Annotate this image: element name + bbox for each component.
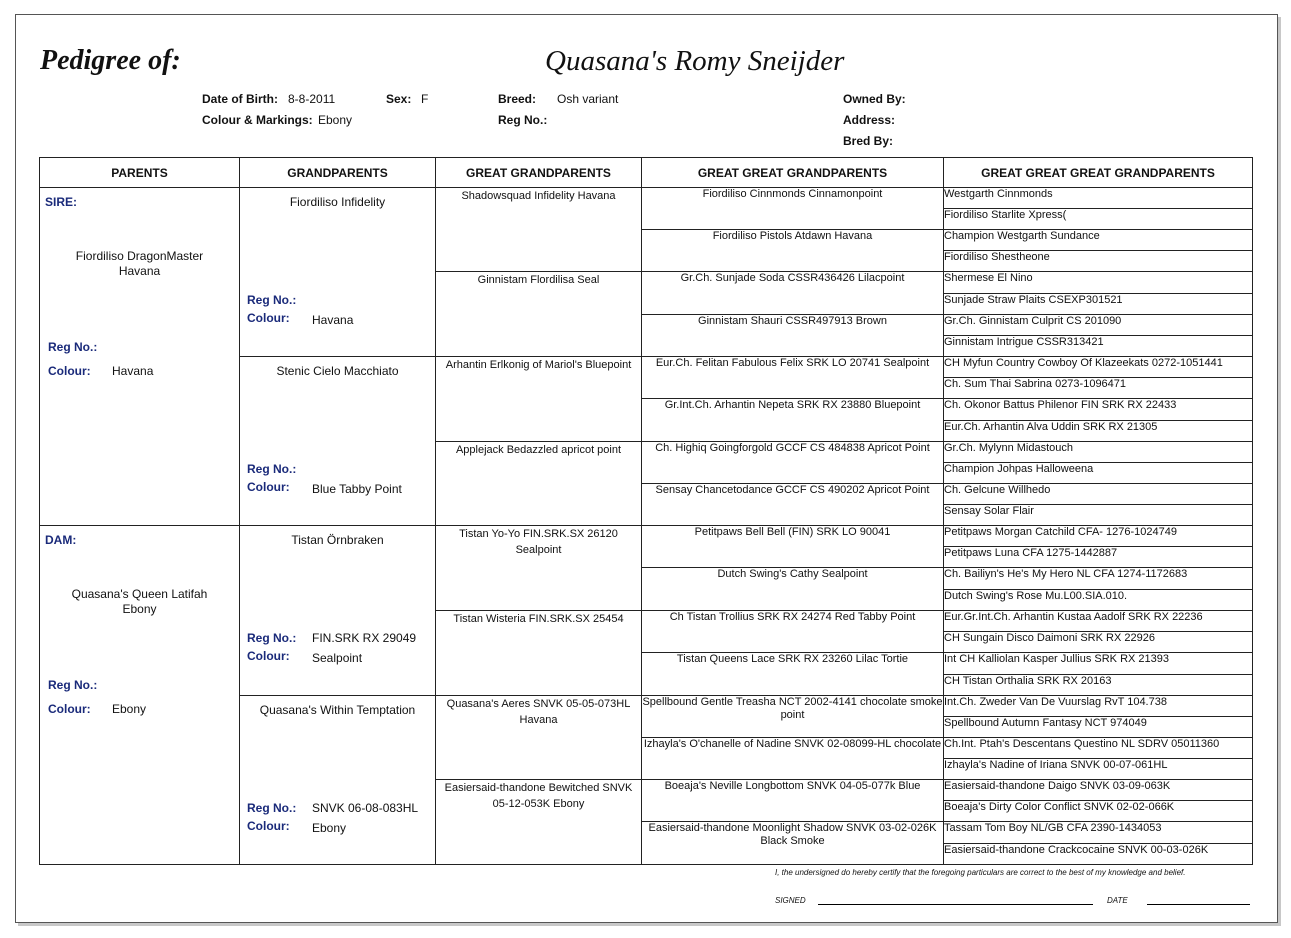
grandparent-block	[240, 357, 435, 525]
bred-by-label: Bred By:	[843, 134, 894, 148]
col-header-great-grandparents: GREAT GRANDPARENTS	[436, 158, 642, 188]
col-header-grandparents: GRANDPARENTS	[240, 158, 436, 188]
great-grandparent-cell: Quasana's Aeres SNVK 05-05-073HL Havana	[436, 695, 642, 779]
ggg-grandparent-cell: Boeaja's Dirty Color Conflict SNVK 02-02-066K	[944, 801, 1253, 822]
gg-grandparent-cell: Gr.Ch. Sunjade Soda CSSR436426 Lilacpoint	[642, 272, 944, 314]
ggg-grandparent-cell: Champion Johpas Halloweena	[944, 462, 1253, 483]
gg-grandparent-cell: Eur.Ch. Felitan Fabulous Felix SRK LO 20741 Sealpoint	[642, 357, 944, 399]
grandparent-reg-label: Reg No.:	[247, 631, 297, 646]
gg-grandparent-cell: Easiersaid-thandone Moonlight Shadow SNVK 03-02-026K Black Smoke	[642, 822, 944, 865]
gg-grandparent-cell: Fiordiliso Cinnmonds Cinnamonpoint	[642, 188, 944, 230]
ggg-grandparent-cell: Fiordiliso Shestheone	[944, 251, 1253, 272]
gg-grandparent-cell: Ch. Highiq Goingforgold GCCF CS 484838 Apricot Point	[642, 441, 944, 483]
great-grandparent-cell: Arhantin Erlkonig of Mariol's Bluepoint	[436, 357, 642, 441]
ggg-grandparent-cell: Ch. Sum Thai Sabrina 0273-1096471	[944, 378, 1253, 399]
address-label: Address:	[843, 113, 896, 127]
dam-name: Quasana's Queen Latifah Ebony	[71, 587, 208, 617]
ggg-grandparent-cell: Petitpaws Luna CFA 1275-1442887	[944, 547, 1253, 568]
ggg-grandparent-cell: Ch. Gelcune Willhedo	[944, 483, 1253, 504]
sire-colour-value: Havana	[112, 364, 154, 378]
date-line	[1147, 904, 1250, 905]
col-header-parents: PARENTS	[40, 158, 240, 188]
great-grandparent-cell: Tistan Wisteria FIN.SRK.SX 25454	[436, 610, 642, 695]
sire-colour-label: Colour:	[48, 364, 91, 378]
sex-value: F	[421, 92, 429, 106]
ggg-grandparent-cell: Easiersaid-thandone Crackcocaine SNVK 00-03-026K	[944, 843, 1253, 864]
sire-reg-label: Reg No.:	[48, 340, 98, 354]
signed-label: SIGNED	[775, 896, 806, 905]
reg-no-label: Reg No.:	[498, 113, 548, 127]
dam-cell	[40, 526, 240, 865]
grandparent-block	[240, 696, 435, 864]
grandparent-colour-label: Colour:	[247, 311, 290, 325]
dob-value: 8-8-2011	[288, 92, 336, 106]
sex-label: Sex:	[386, 92, 412, 106]
pedigree-row	[40, 188, 1253, 209]
ggg-grandparent-cell: Ch. Bailiyn's He's My Hero NL CFA 1274-1172683	[944, 568, 1253, 589]
ggg-grandparent-cell: Ginnistam Intrigue CSSR313421	[944, 336, 1253, 357]
ggg-grandparent-cell: Eur.Ch. Arhantin Alva Uddin SRK RX 21305	[944, 420, 1253, 441]
grandparent-reg-value: FIN.SRK RX 29049	[312, 631, 417, 646]
grandparent-colour-value: Ebony	[312, 820, 347, 835]
grandparent-cell	[240, 526, 436, 695]
grandparent-name: Tistan Örnbraken	[291, 533, 384, 548]
gg-grandparent-cell: Ginnistam Shauri CSSR497913 Brown	[642, 314, 944, 356]
grandparent-name: Fiordiliso Infidelity	[289, 195, 386, 209]
ggg-grandparent-cell: Gr.Ch. Mylynn Midastouch	[944, 441, 1253, 462]
gg-grandparent-cell: Petitpaws Bell Bell (FIN) SRK LO 90041	[642, 526, 944, 568]
pedigree-row	[40, 526, 1253, 547]
dam-block	[40, 526, 239, 862]
grandparent-colour-value: Blue Tabby Point	[312, 482, 402, 497]
dam-colour-label: Colour:	[48, 702, 91, 717]
ggg-grandparent-cell: Spellbound Autumn Fantasy NCT 974049	[944, 716, 1253, 737]
gg-grandparent-cell: Spellbound Gentle Treasha NCT 2002-4141 chocolate smoke point	[642, 695, 944, 737]
grandparent-reg-value: SNVK 06-08-083HL	[312, 800, 419, 815]
ggg-grandparent-cell: Izhayla's Nadine of Iriana SNVK 00-07-061HL	[944, 758, 1253, 779]
gg-grandparent-cell: Boeaja's Neville Longbottom SNVK 04-05-077k Blue	[642, 779, 944, 821]
gg-grandparent-cell: Fiordiliso Pistols Atdawn Havana	[642, 230, 944, 272]
ggg-grandparent-cell: Shermese El Nino	[944, 272, 1253, 293]
grandparent-colour-label: Colour:	[247, 480, 290, 495]
grandparent-cell	[240, 188, 436, 357]
signed-line	[818, 904, 1093, 905]
grandparent-colour-value: Havana	[312, 313, 354, 327]
ggg-grandparent-cell: Gr.Ch. Ginnistam Culprit CS 201090	[944, 314, 1253, 335]
col-header-ggg-grandparents: GREAT GREAT GREAT GRANDPARENTS	[944, 158, 1253, 188]
gg-grandparent-cell: Gr.Int.Ch. Arhantin Nepeta SRK RX 23880 Bluepoint	[642, 399, 944, 441]
pedigree-label: Pedigree of:	[40, 45, 181, 76]
ggg-grandparent-cell: Ch. Okonor Battus Philenor FIN SRK RX 22433	[944, 399, 1253, 420]
grandparent-name: Stenic Cielo Macchiato	[276, 364, 399, 379]
ggg-grandparent-cell: Int CH Kalliolan Kasper Jullius SRK RX 21393	[944, 653, 1253, 674]
great-grandparent-cell: Applejack Bedazzled apricot point	[436, 441, 642, 526]
grandparent-block	[240, 188, 435, 356]
sire-block	[40, 188, 239, 524]
sire-label: SIRE:	[45, 195, 78, 209]
grandparent-colour-label: Colour:	[247, 649, 290, 664]
grandparent-block	[240, 526, 435, 694]
grandparent-colour-value: Sealpoint	[312, 651, 363, 666]
pedigree-table	[39, 157, 1253, 865]
grandparent-cell	[240, 357, 436, 526]
grandparent-reg-label: Reg No.:	[247, 800, 297, 815]
grandparent-name: Quasana's Within Temptation	[259, 702, 416, 717]
cat-name: Quasana's Romy Sneijder	[545, 45, 845, 77]
grandparent-reg-label: Reg No.:	[247, 293, 297, 307]
gg-grandparent-cell: Sensay Chancetodance GCCF CS 490202 Apricot Point	[642, 483, 944, 525]
grandparent-colour-label: Colour:	[247, 818, 290, 833]
grandparent-cell	[240, 695, 436, 864]
owned-by-label: Owned By:	[843, 92, 906, 106]
breed-value: Osh variant	[557, 92, 619, 106]
ggg-grandparent-cell: Tassam Tom Boy NL/GB CFA 2390-1434053	[944, 822, 1253, 843]
great-grandparent-cell: Easiersaid-thandone Bewitched SNVK 05-12-053K Ebony	[436, 779, 642, 864]
ggg-grandparent-cell: Sensay Solar Flair	[944, 505, 1253, 526]
ggg-grandparent-cell: Petitpaws Morgan Catchild CFA- 1276-1024749	[944, 526, 1253, 547]
grandparent-reg-label: Reg No.:	[247, 462, 297, 477]
breed-label: Breed:	[498, 92, 537, 106]
sire-cell	[40, 188, 240, 526]
ggg-grandparent-cell: CH Sungain Disco Daimoni SRK RX 22926	[944, 632, 1253, 653]
ggg-grandparent-cell: Fiordiliso Starlite Xpress(	[944, 209, 1253, 230]
ggg-grandparent-cell: CH Myfun Country Cowboy Of Klazeekats 0272-1051441	[944, 357, 1253, 378]
header-row	[40, 158, 1253, 188]
ggg-grandparent-cell: Sunjade Straw Plaits CSEXP301521	[944, 293, 1253, 314]
ggg-grandparent-cell: Easiersaid-thandone Daigo SNVK 03-09-063K	[944, 779, 1253, 800]
gg-grandparent-cell: Izhayla's O'chanelle of Nadine SNVK 02-08099-HL chocolate	[642, 737, 944, 779]
certification-text: I, the undersigned do hereby certify that the foregoing particulars are correct to the best of my knowledge and belief.	[775, 868, 1186, 877]
date-label: DATE	[1107, 896, 1128, 905]
ggg-grandparent-cell: CH Tistan Orthalia SRK RX 20163	[944, 674, 1253, 695]
great-grandparent-cell: Tistan Yo-Yo FIN.SRK.SX 26120 Sealpoint	[436, 526, 642, 610]
dam-label: DAM:	[45, 533, 77, 548]
dam-colour-value: Ebony	[112, 702, 147, 717]
great-grandparent-cell: Shadowsquad Infidelity Havana	[436, 188, 642, 272]
dam-reg-label: Reg No.:	[48, 678, 98, 693]
dob-label: Date of Birth:	[202, 92, 278, 106]
colour-markings-label: Colour & Markings:	[202, 113, 313, 127]
ggg-grandparent-cell: Ch.Int. Ptah's Descentans Questino NL SDRV 05011360	[944, 737, 1253, 758]
ggg-grandparent-cell: Champion Westgarth Sundance	[944, 230, 1253, 251]
great-grandparent-cell: Ginnistam Flordilisa Seal	[436, 272, 642, 357]
gg-grandparent-cell: Ch Tistan Trollius SRK RX 24274 Red Tabby Point	[642, 610, 944, 652]
ggg-grandparent-cell: Dutch Swing's Rose Mu.L00.SIA.010.	[944, 589, 1253, 610]
ggg-grandparent-cell: Eur.Gr.Int.Ch. Arhantin Kustaa Aadolf SRK RX 22236	[944, 610, 1253, 631]
gg-grandparent-cell: Dutch Swing's Cathy Sealpoint	[642, 568, 944, 610]
ggg-grandparent-cell: Westgarth Cinnmonds	[944, 188, 1253, 209]
col-header-gg-grandparents: GREAT GREAT GRANDPARENTS	[642, 158, 944, 188]
colour-markings-value: Ebony	[318, 113, 353, 127]
gg-grandparent-cell: Tistan Queens Lace SRK RX 23260 Lilac Tortie	[642, 653, 944, 695]
ggg-grandparent-cell: Int.Ch. Zweder Van De Vuurslag RvT 104.738	[944, 695, 1253, 716]
sire-name: Fiordiliso DragonMaster Havana	[75, 249, 204, 278]
